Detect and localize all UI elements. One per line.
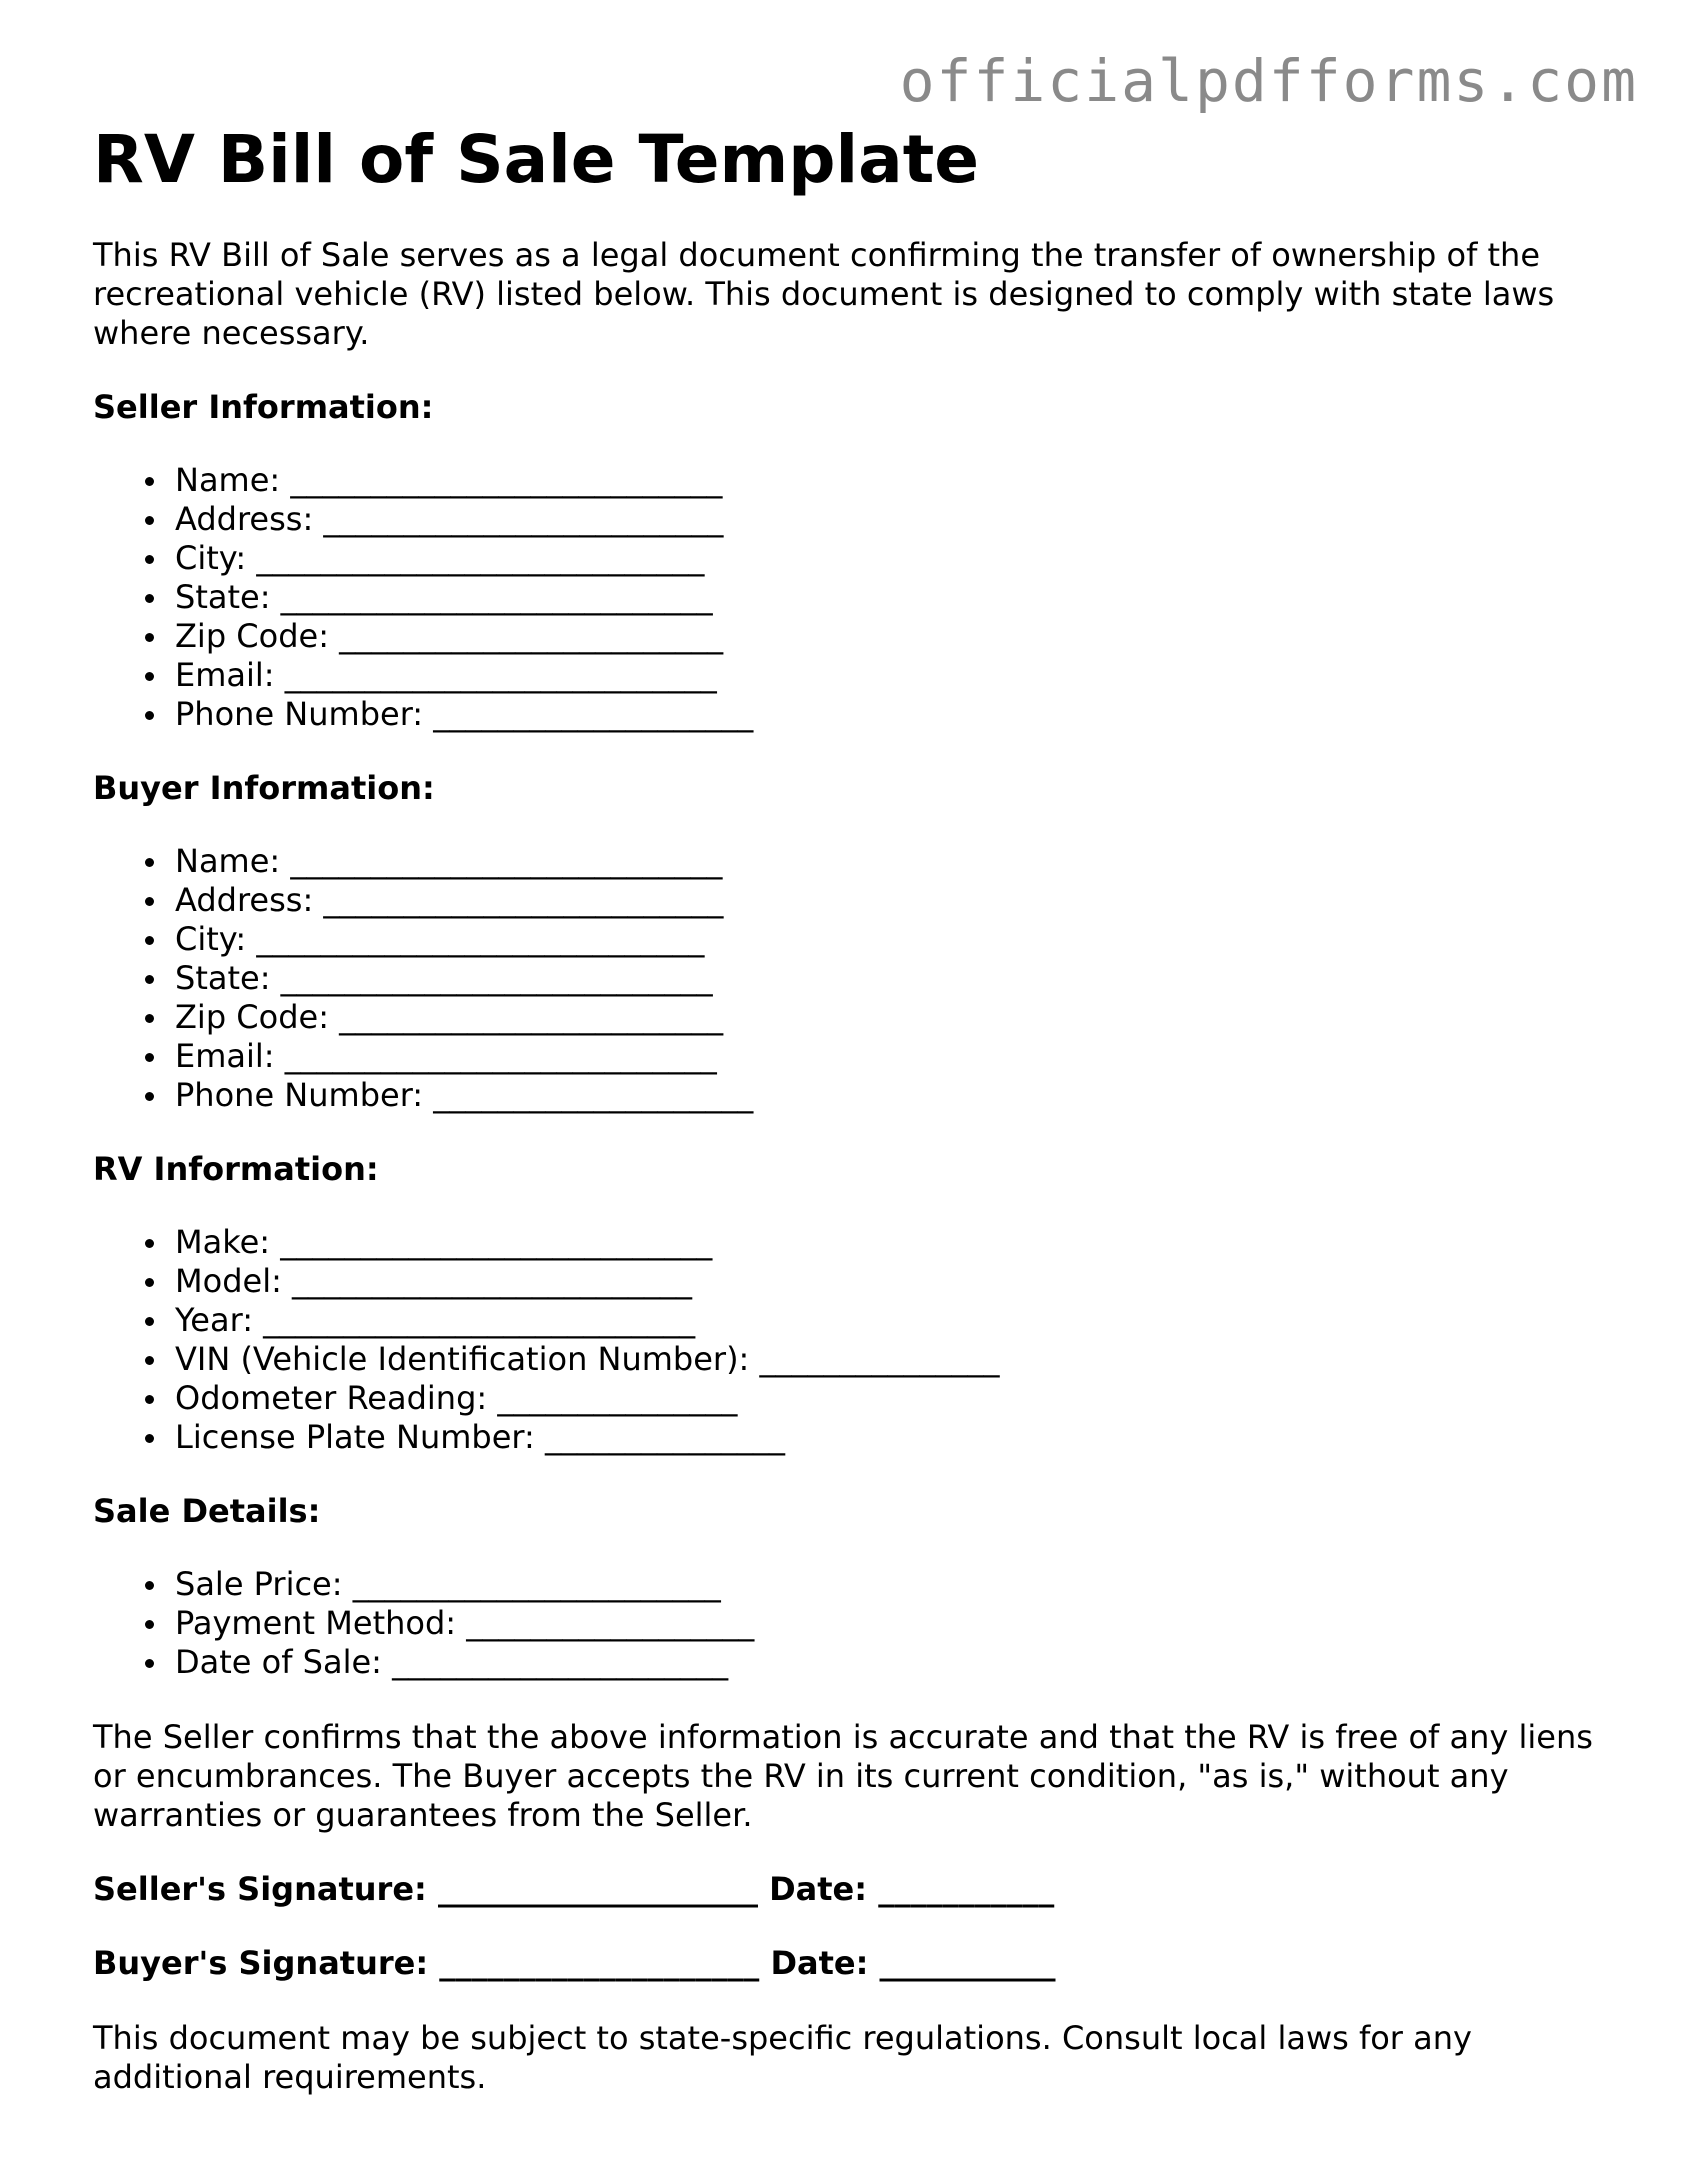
payment-method-field[interactable]: Payment Method: __________________	[175, 1604, 1603, 1643]
buyer-signature-line[interactable]: Buyer's Signature: ____________________ Date: ___________	[93, 1944, 1056, 1982]
rv-model-field[interactable]: Model: _________________________	[175, 1262, 1603, 1301]
footer-note: This document may be subject to state-specific regulations. Consult local laws for any additional requirements.	[93, 2019, 1472, 2096]
document-page	[93, 120, 1603, 2097]
rv-odometer-field[interactable]: Odometer Reading: _______________	[175, 1379, 1603, 1418]
buyer-name-field[interactable]: Name: ___________________________	[175, 842, 1603, 881]
buyer-section-heading: Buyer Information:	[93, 769, 435, 807]
sale-price-field[interactable]: Sale Price: _______________________	[175, 1565, 1603, 1604]
sale-section-heading: Sale Details:	[93, 1492, 321, 1530]
seller-field-list	[93, 461, 1603, 734]
buyer-field-list	[93, 842, 1603, 1115]
date-of-sale-field[interactable]: Date of Sale: _____________________	[175, 1643, 1603, 1682]
statement-paragraph: The Seller confirms that the above information is accurate and that the RV is free of any liens or encumbrances. The Buyer accepts the RV in its current condition, "as is," without any warranties or guarantees from the Seller.	[93, 1718, 1593, 1834]
rv-year-field[interactable]: Year: ___________________________	[175, 1301, 1603, 1340]
seller-phone-field[interactable]: Phone Number: ____________________	[175, 695, 1603, 734]
seller-city-field[interactable]: City: ____________________________	[175, 539, 1603, 578]
seller-email-field[interactable]: Email: ___________________________	[175, 656, 1603, 695]
buyer-city-field[interactable]: City: ____________________________	[175, 920, 1603, 959]
rv-vin-field[interactable]: VIN (Vehicle Identification Number): _______________	[175, 1340, 1603, 1379]
seller-signature-line[interactable]: Seller's Signature: ____________________ Date: ___________	[93, 1870, 1055, 1908]
buyer-address-field[interactable]: Address: _________________________	[175, 881, 1603, 920]
seller-name-field[interactable]: Name: ___________________________	[175, 461, 1603, 500]
seller-section-heading: Seller Information:	[93, 388, 434, 426]
rv-field-list	[93, 1223, 1603, 1457]
buyer-phone-field[interactable]: Phone Number: ____________________	[175, 1076, 1603, 1115]
seller-address-field[interactable]: Address: _________________________	[175, 500, 1603, 539]
rv-section-heading: RV Information:	[93, 1150, 379, 1188]
rv-make-field[interactable]: Make: ___________________________	[175, 1223, 1603, 1262]
intro-paragraph: This RV Bill of Sale serves as a legal document confirming the transfer of ownership of the recreational vehicle (RV) listed below. This document is designed to comply with state laws where necessary.	[93, 236, 1555, 352]
buyer-state-field[interactable]: State: ___________________________	[175, 959, 1603, 998]
rv-plate-field[interactable]: License Plate Number: _______________	[175, 1418, 1603, 1457]
seller-state-field[interactable]: State: ___________________________	[175, 578, 1603, 617]
sale-field-list	[93, 1565, 1603, 1682]
page-title: RV Bill of Sale Template	[93, 121, 980, 198]
watermark: officialpdfforms.com	[899, 47, 1638, 115]
buyer-email-field[interactable]: Email: ___________________________	[175, 1037, 1603, 1076]
buyer-zip-field[interactable]: Zip Code: ________________________	[175, 998, 1603, 1037]
seller-zip-field[interactable]: Zip Code: ________________________	[175, 617, 1603, 656]
